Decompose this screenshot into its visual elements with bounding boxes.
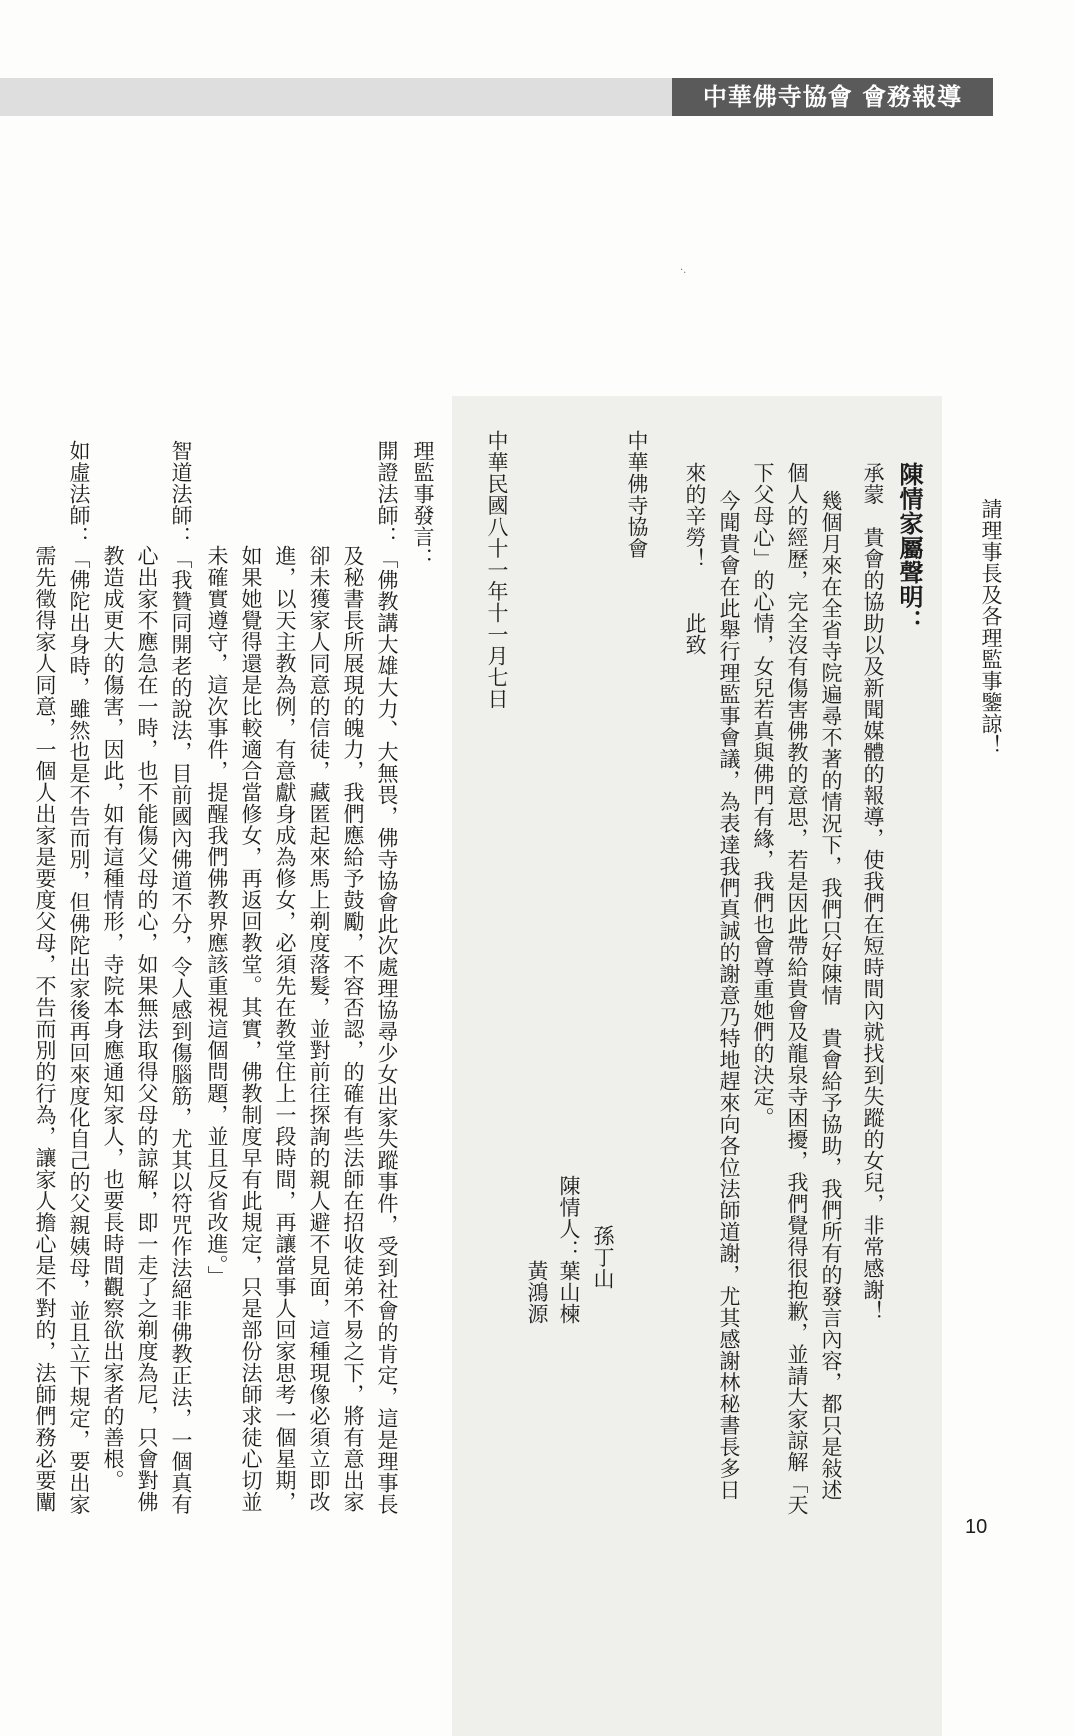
- remark-line: 需先徵得家人同意，一個人出家是要度父母，不告而別的行為，讓家人擔心是不對的，法師們務必要闡: [33, 545, 57, 1513]
- section-title: 中華佛寺協會 會務報導: [672, 78, 993, 116]
- remark-line: 開證法師：「佛教講大雄大力、大無畏，佛寺協會此次處理協尋少女出家失蹤事件，受到社會的肯定，這是理事長: [375, 440, 399, 1515]
- scan-mark: ·.: [680, 265, 687, 276]
- remark-line: 如果她覺得還是比較適合當修女，再返回教堂。其實，佛教制度早有此規定，只是部份法師求徒心切並: [239, 545, 263, 1513]
- statement-date: 中華民國八十一年十一月七日: [485, 430, 509, 710]
- statement-line: 今聞貴會在此舉行理監事會議，為表達我們真誠的謝意乃特地趕來向各位法師道謝，尤其感謝林秘書長多日: [717, 490, 741, 1501]
- remark-line: 及秘書長所展現的魄力，我們應給予鼓勵，不容否認，的確有些法師在招收徒弟不易之下，將有意出家: [341, 545, 365, 1513]
- statement-line: 承蒙 貴會的協助以及新聞媒體的報導，使我們在短時間內就找到失蹤的女兒，非常感謝！: [861, 462, 885, 1322]
- statement-heading: 陳情家屬聲明：: [895, 462, 924, 634]
- petitioner-name: 葉山楝: [557, 1260, 581, 1325]
- statement-line: 下父母心」的心情，女兒若真與佛門有緣，我們也會尊重她們的決定。: [751, 462, 775, 1129]
- statement-line: 來的辛勞！ 此致: [683, 462, 707, 656]
- petitioner-name: 黃鴻源: [525, 1260, 549, 1325]
- petitioner-label: 陳情人：: [557, 1175, 581, 1261]
- remark-line: 如虛法師：「佛陀出身時，雖然也是不告而別，但佛陀出家後再回來度化自己的父親姨母，並且立下規定，要出家: [67, 440, 91, 1515]
- remark-line: 進，以天主教為例，有意獻身成為修女，必須先在教堂住上一段時間，再讓當事人回家思考一個星期，: [273, 545, 297, 1513]
- statement-recipient: 中華佛寺協會: [625, 430, 649, 559]
- remark-line: 心出家不應急在一時，也不能傷父母的心，如果無法取得父母的諒解，即一走了之剃度為尼，只會對佛: [135, 545, 159, 1513]
- statement-intro: 請理事長及各理監事鑒諒！: [979, 498, 1003, 756]
- petitioner-name: 孫丁山: [591, 1225, 615, 1290]
- statement-line: 個人的經歷，完全沒有傷害佛教的意思，若是因此帶給貴會及龍泉寺困擾，我們覺得很抱歉，並請大家諒解「天: [785, 462, 809, 1516]
- remarks-heading: 理監事發言：: [411, 440, 435, 569]
- remark-line: 卻未獲家人同意的信徒，藏匿起來馬上剃度落髮，並對前往探詢的親人避不見面，這種現像必須立即改: [307, 545, 331, 1513]
- remark-line: 智道法師：「我贊同開老的說法，目前國內佛道不分，令人感到傷腦筋，尤其以符咒作法絕非佛教正法，一個真有: [169, 440, 193, 1515]
- statement-line: 幾個月來在全省寺院遍尋不著的情況下，我們只好陳情 貴會給予協助，我們所有的發言內容，都只是敍述: [819, 490, 843, 1501]
- page-number: 10: [965, 1516, 988, 1538]
- remark-line: 教造成更大的傷害，因此，如有這種情形，寺院本身應通知家人，也要長時間觀察欲出家者的善根。: [101, 545, 125, 1491]
- remark-line: 未確實遵守，這次事件，提醒我們佛教界應該重視這個問題，並且反省改進。」: [205, 545, 229, 1287]
